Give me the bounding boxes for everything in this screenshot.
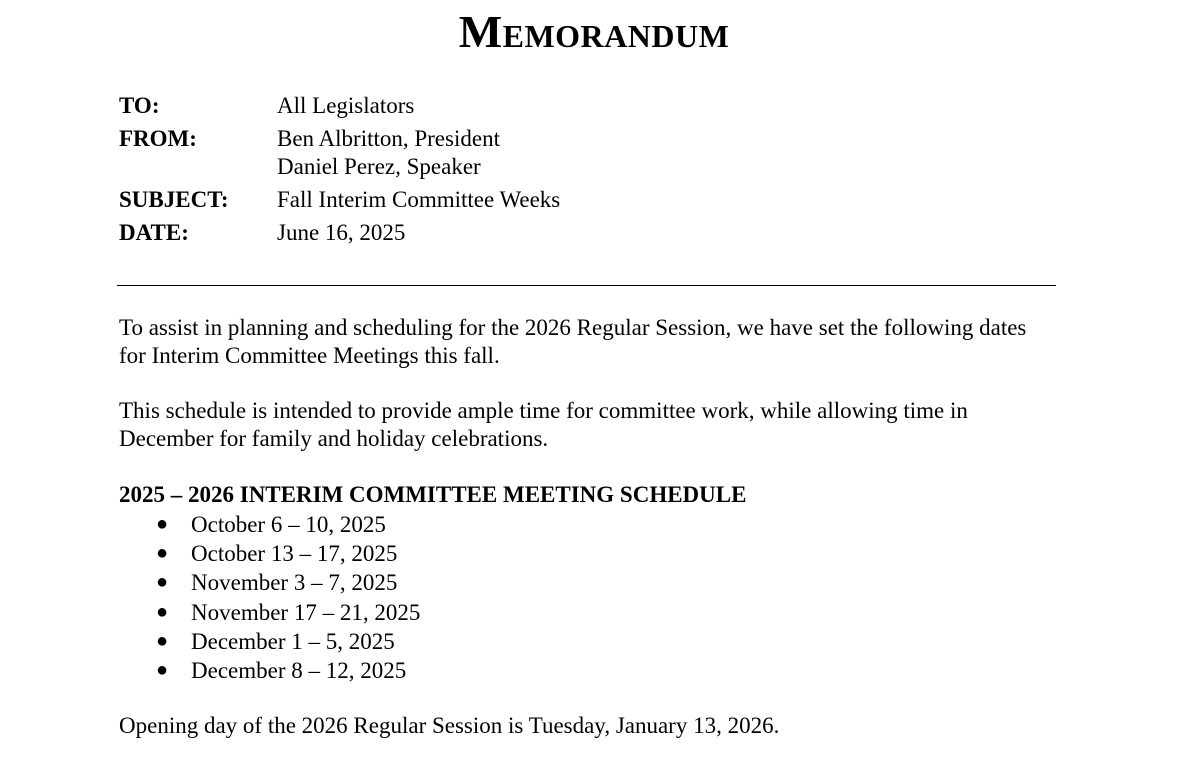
from-line-2: Daniel Perez, Speaker (277, 154, 481, 179)
list-item (119, 510, 420, 539)
subject-value-text: Fall Interim Committee Weeks (277, 187, 561, 212)
bullet-icon: ● (156, 629, 169, 652)
to-value-text: All Legislators (277, 93, 415, 118)
bullet-icon: ● (156, 513, 169, 535)
schedule-date: October 13 – 17, 2025 (191, 541, 398, 567)
schedule-date: November 17 – 21, 2025 (191, 599, 421, 625)
intro-paragraph: To assist in planning and scheduling for the 2026 Regular Session, we have set the following dates for Interim Committee Meetings this fall. (119, 315, 1027, 368)
from-line-1: Ben Albritton, President (277, 126, 500, 151)
bullet-icon: ● (156, 542, 169, 565)
schedule-heading: 2025 – 2026 INTERIM COMMITTEE MEETING SCHEDULE (119, 482, 747, 507)
schedule-list (119, 510, 420, 685)
list-item (119, 568, 420, 597)
bullet-icon: ● (156, 600, 169, 623)
memo-title (0, 4, 1188, 64)
date-row (119, 219, 560, 247)
list-item (119, 656, 420, 685)
subject-value (277, 186, 560, 214)
schedule-date: October 6 – 10, 2025 (191, 512, 386, 537)
schedule-date: December 8 – 12, 2025 (191, 657, 407, 683)
list-item (119, 627, 420, 656)
list-item (119, 539, 420, 568)
schedule-purpose-paragraph: This schedule is intended to provide ample time for committee work, while allowing time in December for family and holiday celebrations. (119, 398, 968, 451)
list-item (119, 598, 420, 627)
memo-header (119, 92, 560, 247)
schedule-date: December 1 – 5, 2025 (191, 628, 395, 654)
subject-row (119, 186, 560, 214)
to-row (119, 92, 560, 120)
schedule-date: November 3 – 7, 2025 (191, 570, 398, 596)
from-label: FROM: (119, 126, 197, 151)
memo-title-rest: EMORANDUM (502, 18, 730, 54)
closing-paragraph: Opening day of the 2026 Regular Session is Tuesday, January 13, 2026. (119, 713, 780, 738)
from-value (277, 125, 500, 181)
memo-title-initial: M (458, 6, 503, 57)
date-label: DATE: (119, 220, 189, 245)
date-value (277, 219, 405, 247)
date-value-text: June 16, 2025 (277, 220, 406, 245)
bullet-icon: ● (156, 571, 169, 594)
to-value (277, 92, 414, 120)
bullet-icon: ● (156, 658, 169, 681)
subject-label: SUBJECT: (119, 187, 229, 212)
to-label: TO: (119, 93, 160, 118)
header-divider (117, 285, 1056, 286)
from-row (119, 125, 560, 181)
